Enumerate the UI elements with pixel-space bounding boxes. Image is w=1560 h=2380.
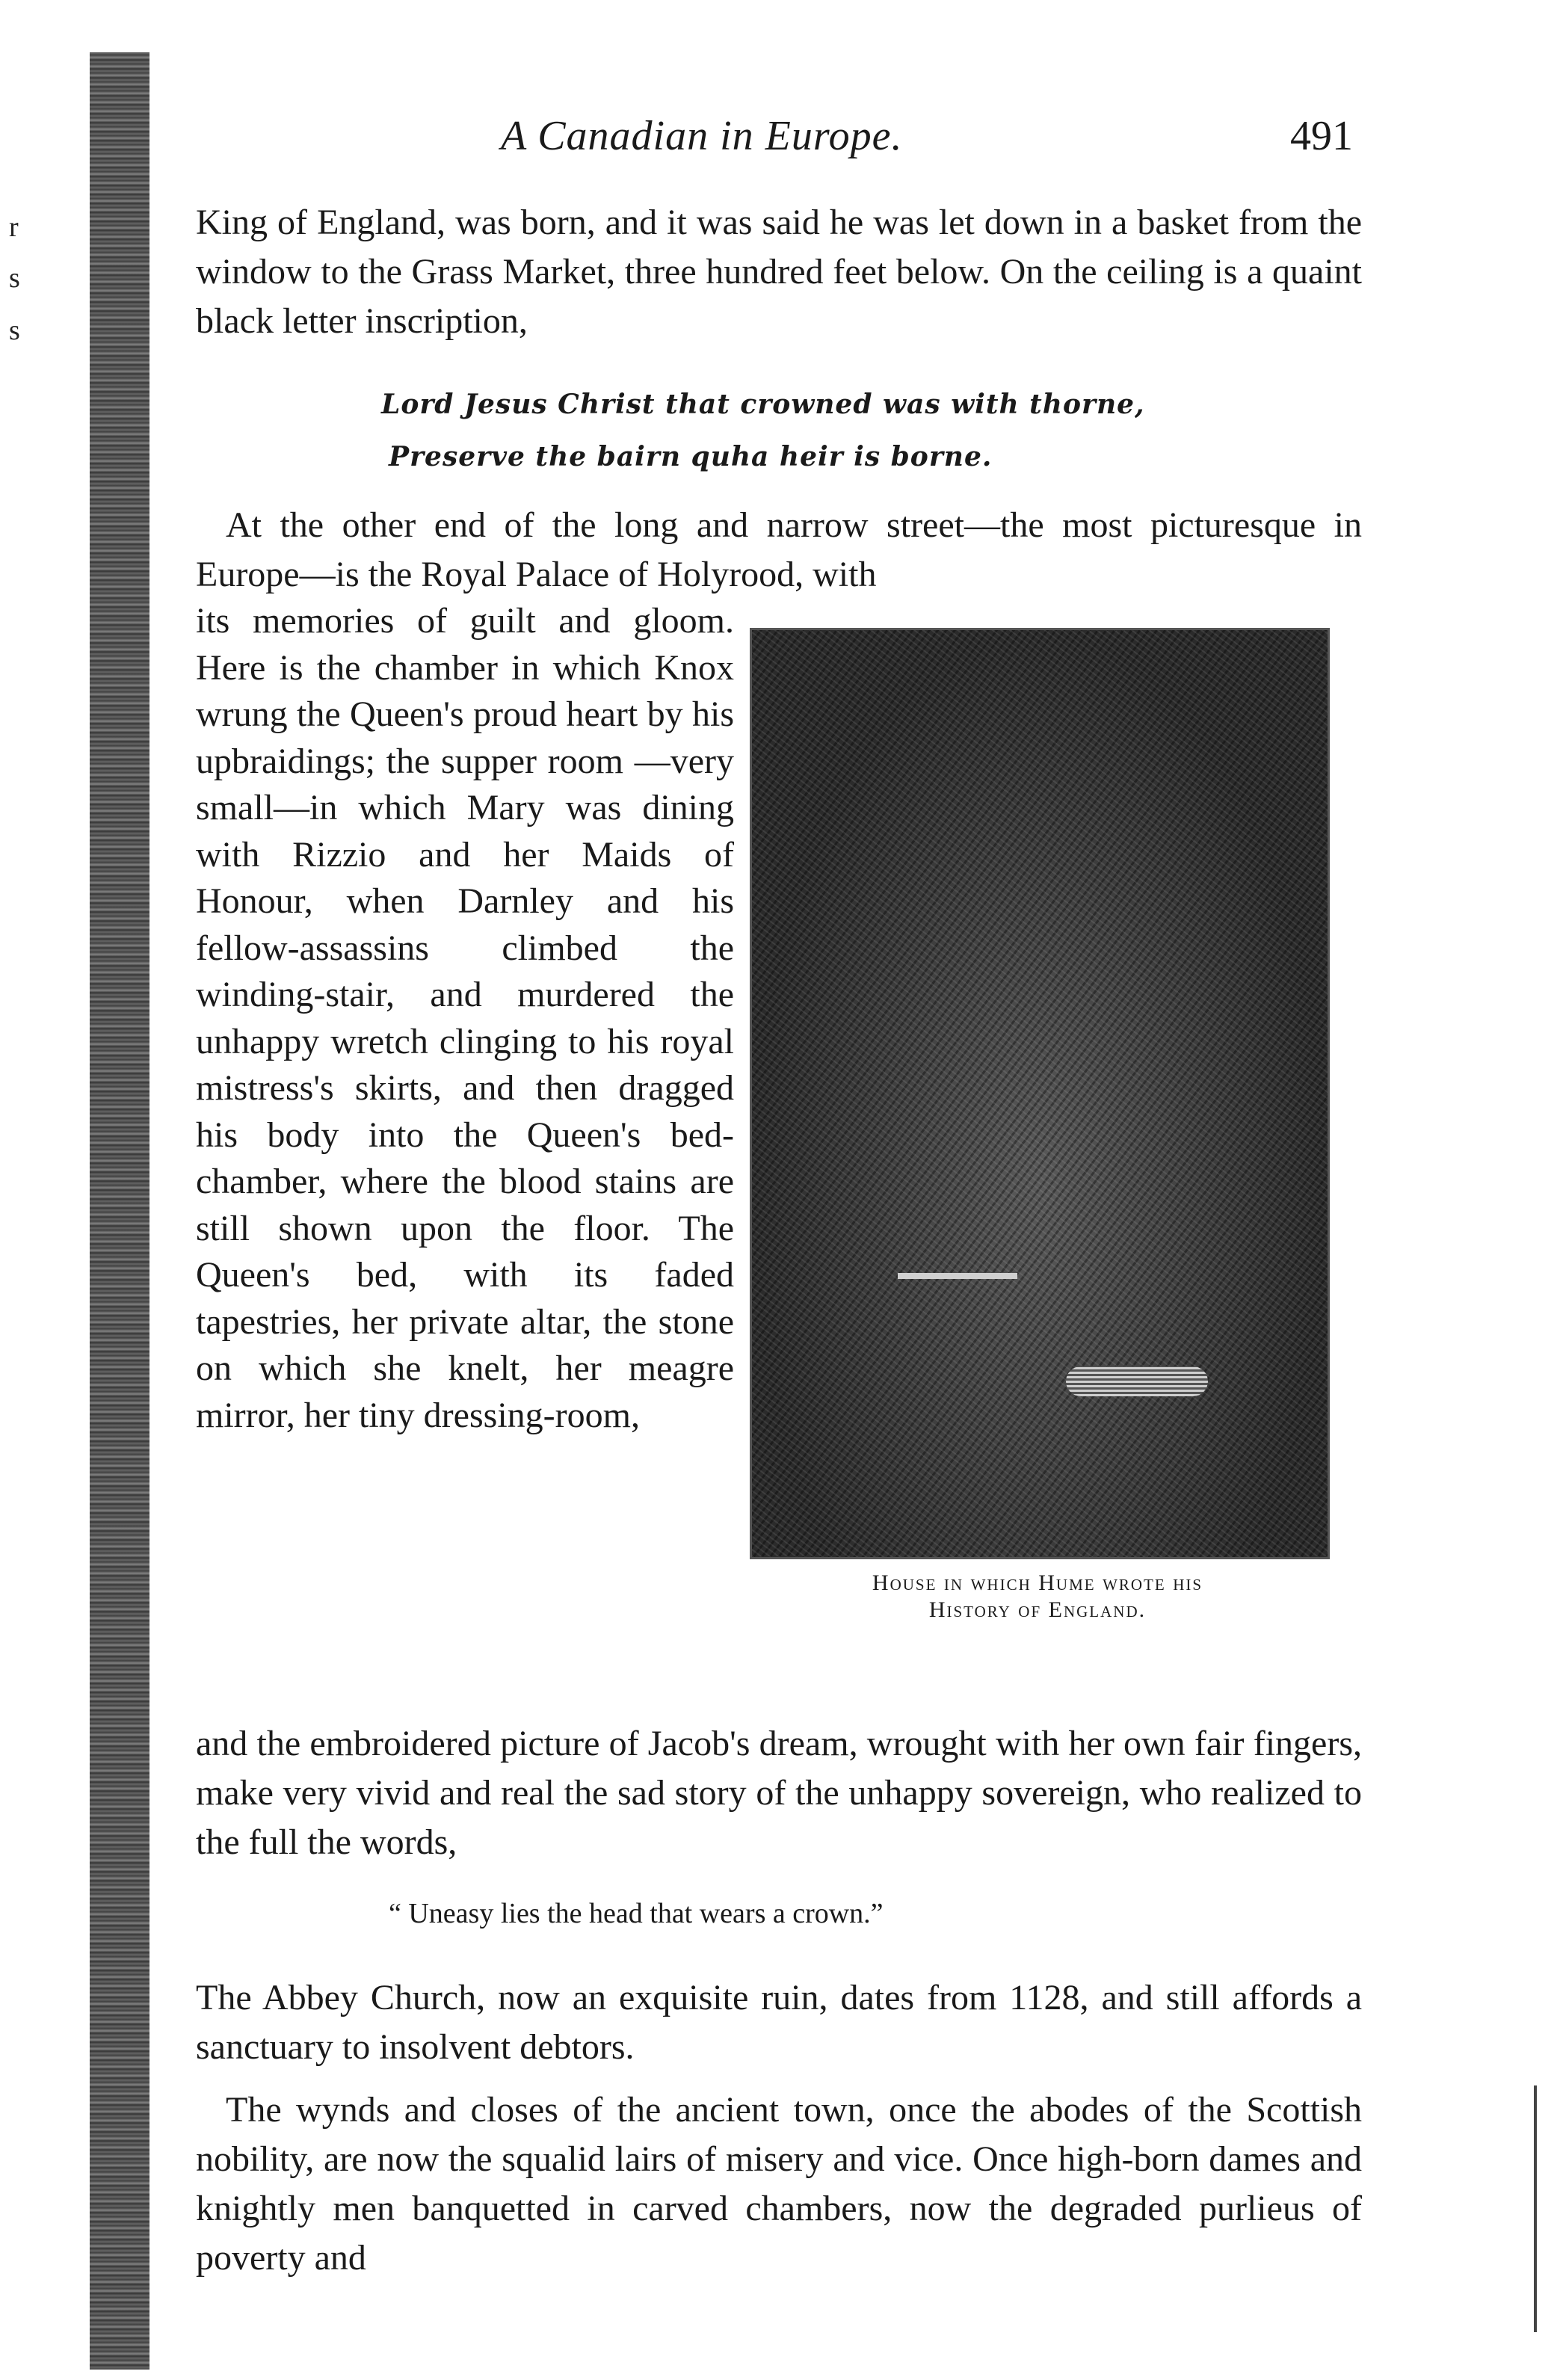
figure-caption — [750, 1570, 1325, 1624]
paragraph-text: The Abbey Church, now an exquisite ruin, dates from 1128, and still affords a sanctuary to insolvent debtors. — [196, 1978, 1362, 2067]
page-header — [187, 112, 1353, 164]
paragraph-wynds — [196, 2085, 1362, 2283]
edge-rule — [1534, 2085, 1537, 2332]
margin-letter: s — [9, 262, 20, 294]
engraving-highlight — [1066, 1366, 1208, 1396]
caption-line: History of England. — [928, 1597, 1147, 1622]
engraving-highlight — [898, 1273, 1017, 1279]
running-title: A Canadian in Europe. — [501, 113, 903, 159]
margin-letter: s — [9, 315, 20, 346]
paragraph-intro — [196, 198, 1362, 346]
paragraph-text: its memories of guilt and gloom. Here is the chamber in which Knox wrung the Queen's proud heart by his upbraidings; the supper room —very small—in which Mary was dining with Rizzio and her Maids of Honour, when Darnley and his fellow-assassins climbed the winding-stair, and murdered the unhappy wretch clinging to his royal mistress's skirts, and then dragged his body into the Queen's bed-chamber, where the blood stains are still shown upon the floor. The Queen's bed, with its faded tapestries, her private altar, the stone on which she knelt, her meagre mirror, her tiny dressing-room, — [196, 601, 734, 1435]
paragraph-holyrood-narrow — [196, 598, 734, 1439]
caption-line: House in which Hume wrote his — [872, 1570, 1203, 1595]
margin-letter: r — [9, 212, 19, 243]
page-number: 491 — [1290, 113, 1353, 159]
verse-quotation: “ Uneasy lies the head that wears a crown.” — [389, 1898, 884, 1929]
paragraph-text: At the other end of the long and narrow street—the most picturesque in Europe—is the Royal Palace of Holyrood, with — [196, 505, 1362, 594]
engraving-illustration — [750, 628, 1330, 1559]
paragraph-text: and the embroidered picture of Jacob's dream, wrought with her own fair fingers, make very vivid and real the sad story of the unhappy sovereign, who realized to the full the words, — [196, 1724, 1362, 1862]
page-binding-edge — [90, 52, 149, 2370]
paragraph-holyrood-start — [196, 501, 1362, 599]
paragraph-text: King of England, was born, and it was said he was let down in a basket from the window to the Grass Market, three hundred feet below. On the ceiling is a quaint black letter inscription, — [196, 203, 1362, 341]
inscription-line: Preserve the bairn quha heir is borne. — [389, 441, 993, 472]
inscription-line: Lord Jesus Christ that crowned was with thorne, — [381, 389, 1145, 420]
paragraph-text: The wynds and closes of the ancient town, once the abodes of the Scottish nobility, are now the squalid lairs of misery and vice. Once high-born dames and knightly men banquetted in carved chambers, now the degraded purlieus of poverty and — [196, 2090, 1362, 2278]
paragraph-abbey — [196, 1973, 1362, 2072]
paragraph-holyrood-end — [196, 1719, 1362, 1867]
